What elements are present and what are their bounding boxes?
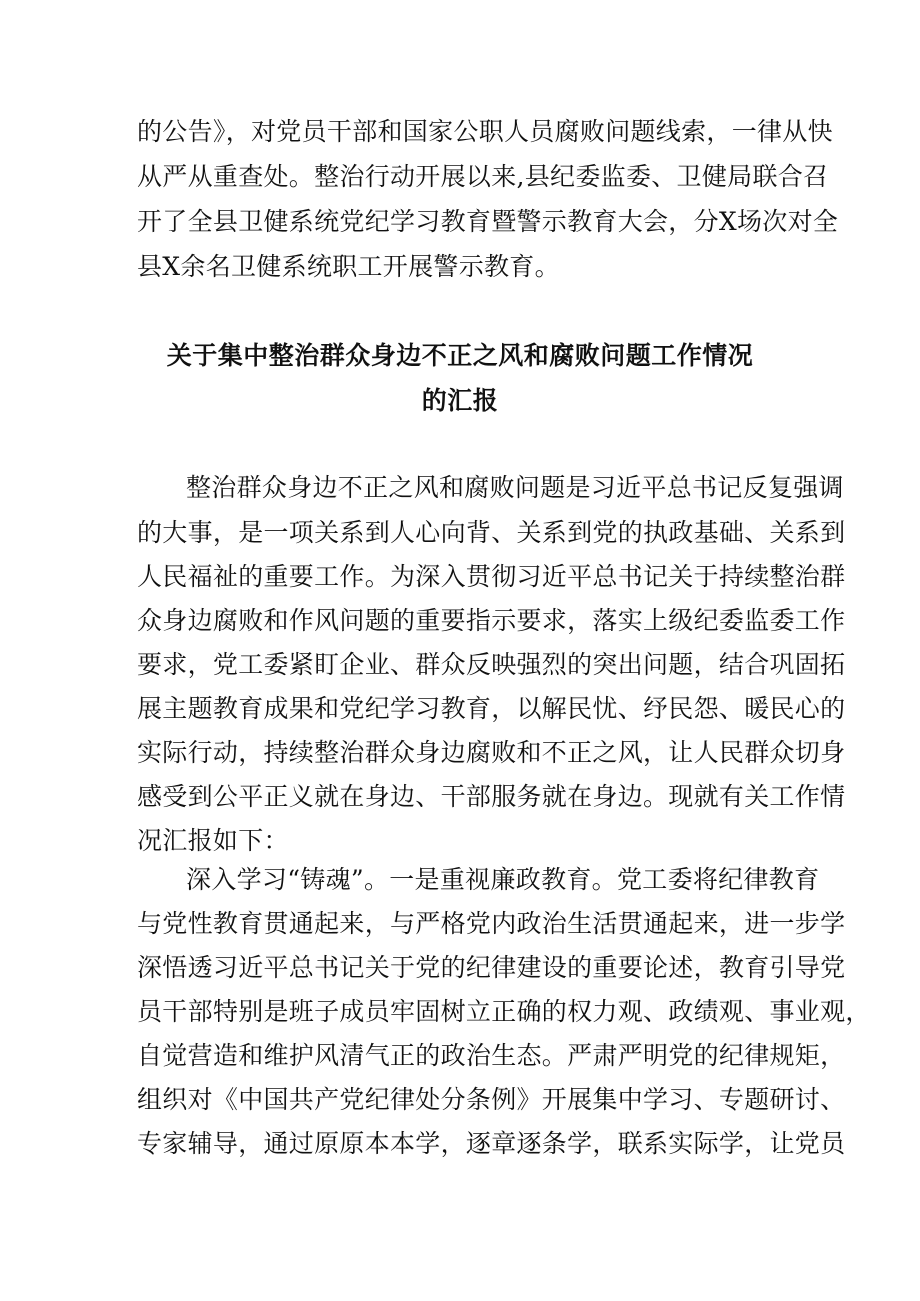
intro-line: 县X余名卫健系统职工开展警示教育。 [137, 252, 560, 281]
paragraph-line: 专家辅导，通过原原本本学，逐章逐条学，联系实际学，让党员 [137, 1129, 846, 1158]
paragraph-line: 人民福祉的重要工作。为深入贯彻习近平总书记关于持续整治群 [137, 562, 846, 591]
paragraph-line: 实际行动，持续整治群众身边腐败和不正之风，让人民群众切身 [137, 738, 846, 767]
paragraph-line: 深入学习“铸魂”。一是重视廉政教育。党工委将纪律教育 [186, 865, 820, 894]
paragraph-line: 员干部特别是班子成员牢固树立正确的权力观、政绩观、事业观， [137, 997, 871, 1026]
paragraph-line: 况汇报如下： [137, 826, 289, 855]
paragraph-line: 众身边腐败和作风问题的重要指示要求，落实上级纪委监委工作 [137, 606, 846, 635]
paragraph-line: 展主题教育成果和党纪学习教育，以解民忧、纾民怨、暖民心的 [137, 694, 846, 723]
document-title-continuation: 的汇报 [421, 386, 499, 415]
intro-line: 从严从重查处。整治行动开展以来,县纪委监委、卫健局联合召 [137, 162, 829, 191]
intro-line: 的公告》，对党员干部和国家公职人员腐败问题线索，一律从快 [137, 117, 833, 146]
paragraph-line: 整治群众身边不正之风和腐败问题是习近平总书记反复强调 [186, 473, 844, 502]
paragraph-line: 自觉营造和维护风清气正的政治生态。严肃严明党的纪律规矩， [137, 1041, 846, 1070]
paragraph-line: 与党性教育贯通起来，与严格党内政治生活贯通起来，进一步学 [137, 909, 846, 938]
paragraph-line: 要求，党工委紧盯企业、群众反映强烈的突出问题，结合巩固拓 [137, 650, 846, 679]
paragraph-line: 的大事，是一项关系到人心向背、关系到党的执政基础、关系到 [137, 518, 846, 547]
paragraph-line: 组织对《中国共产党纪律处分条例》开展集中学习、专题研讨、 [137, 1085, 846, 1114]
document-title: 关于集中整治群众身边不正之风和腐败问题工作情况 [166, 341, 754, 370]
paragraph-line: 感受到公平正义就在身边、干部服务就在身边。现就有关工作情 [137, 782, 846, 811]
intro-line: 开了全县卫健系统党纪学习教育暨警示教育大会，分X场次对全 [137, 207, 839, 236]
paragraph-line: 深悟透习近平总书记关于党的纪律建设的重要论述，教育引导党 [137, 953, 846, 982]
